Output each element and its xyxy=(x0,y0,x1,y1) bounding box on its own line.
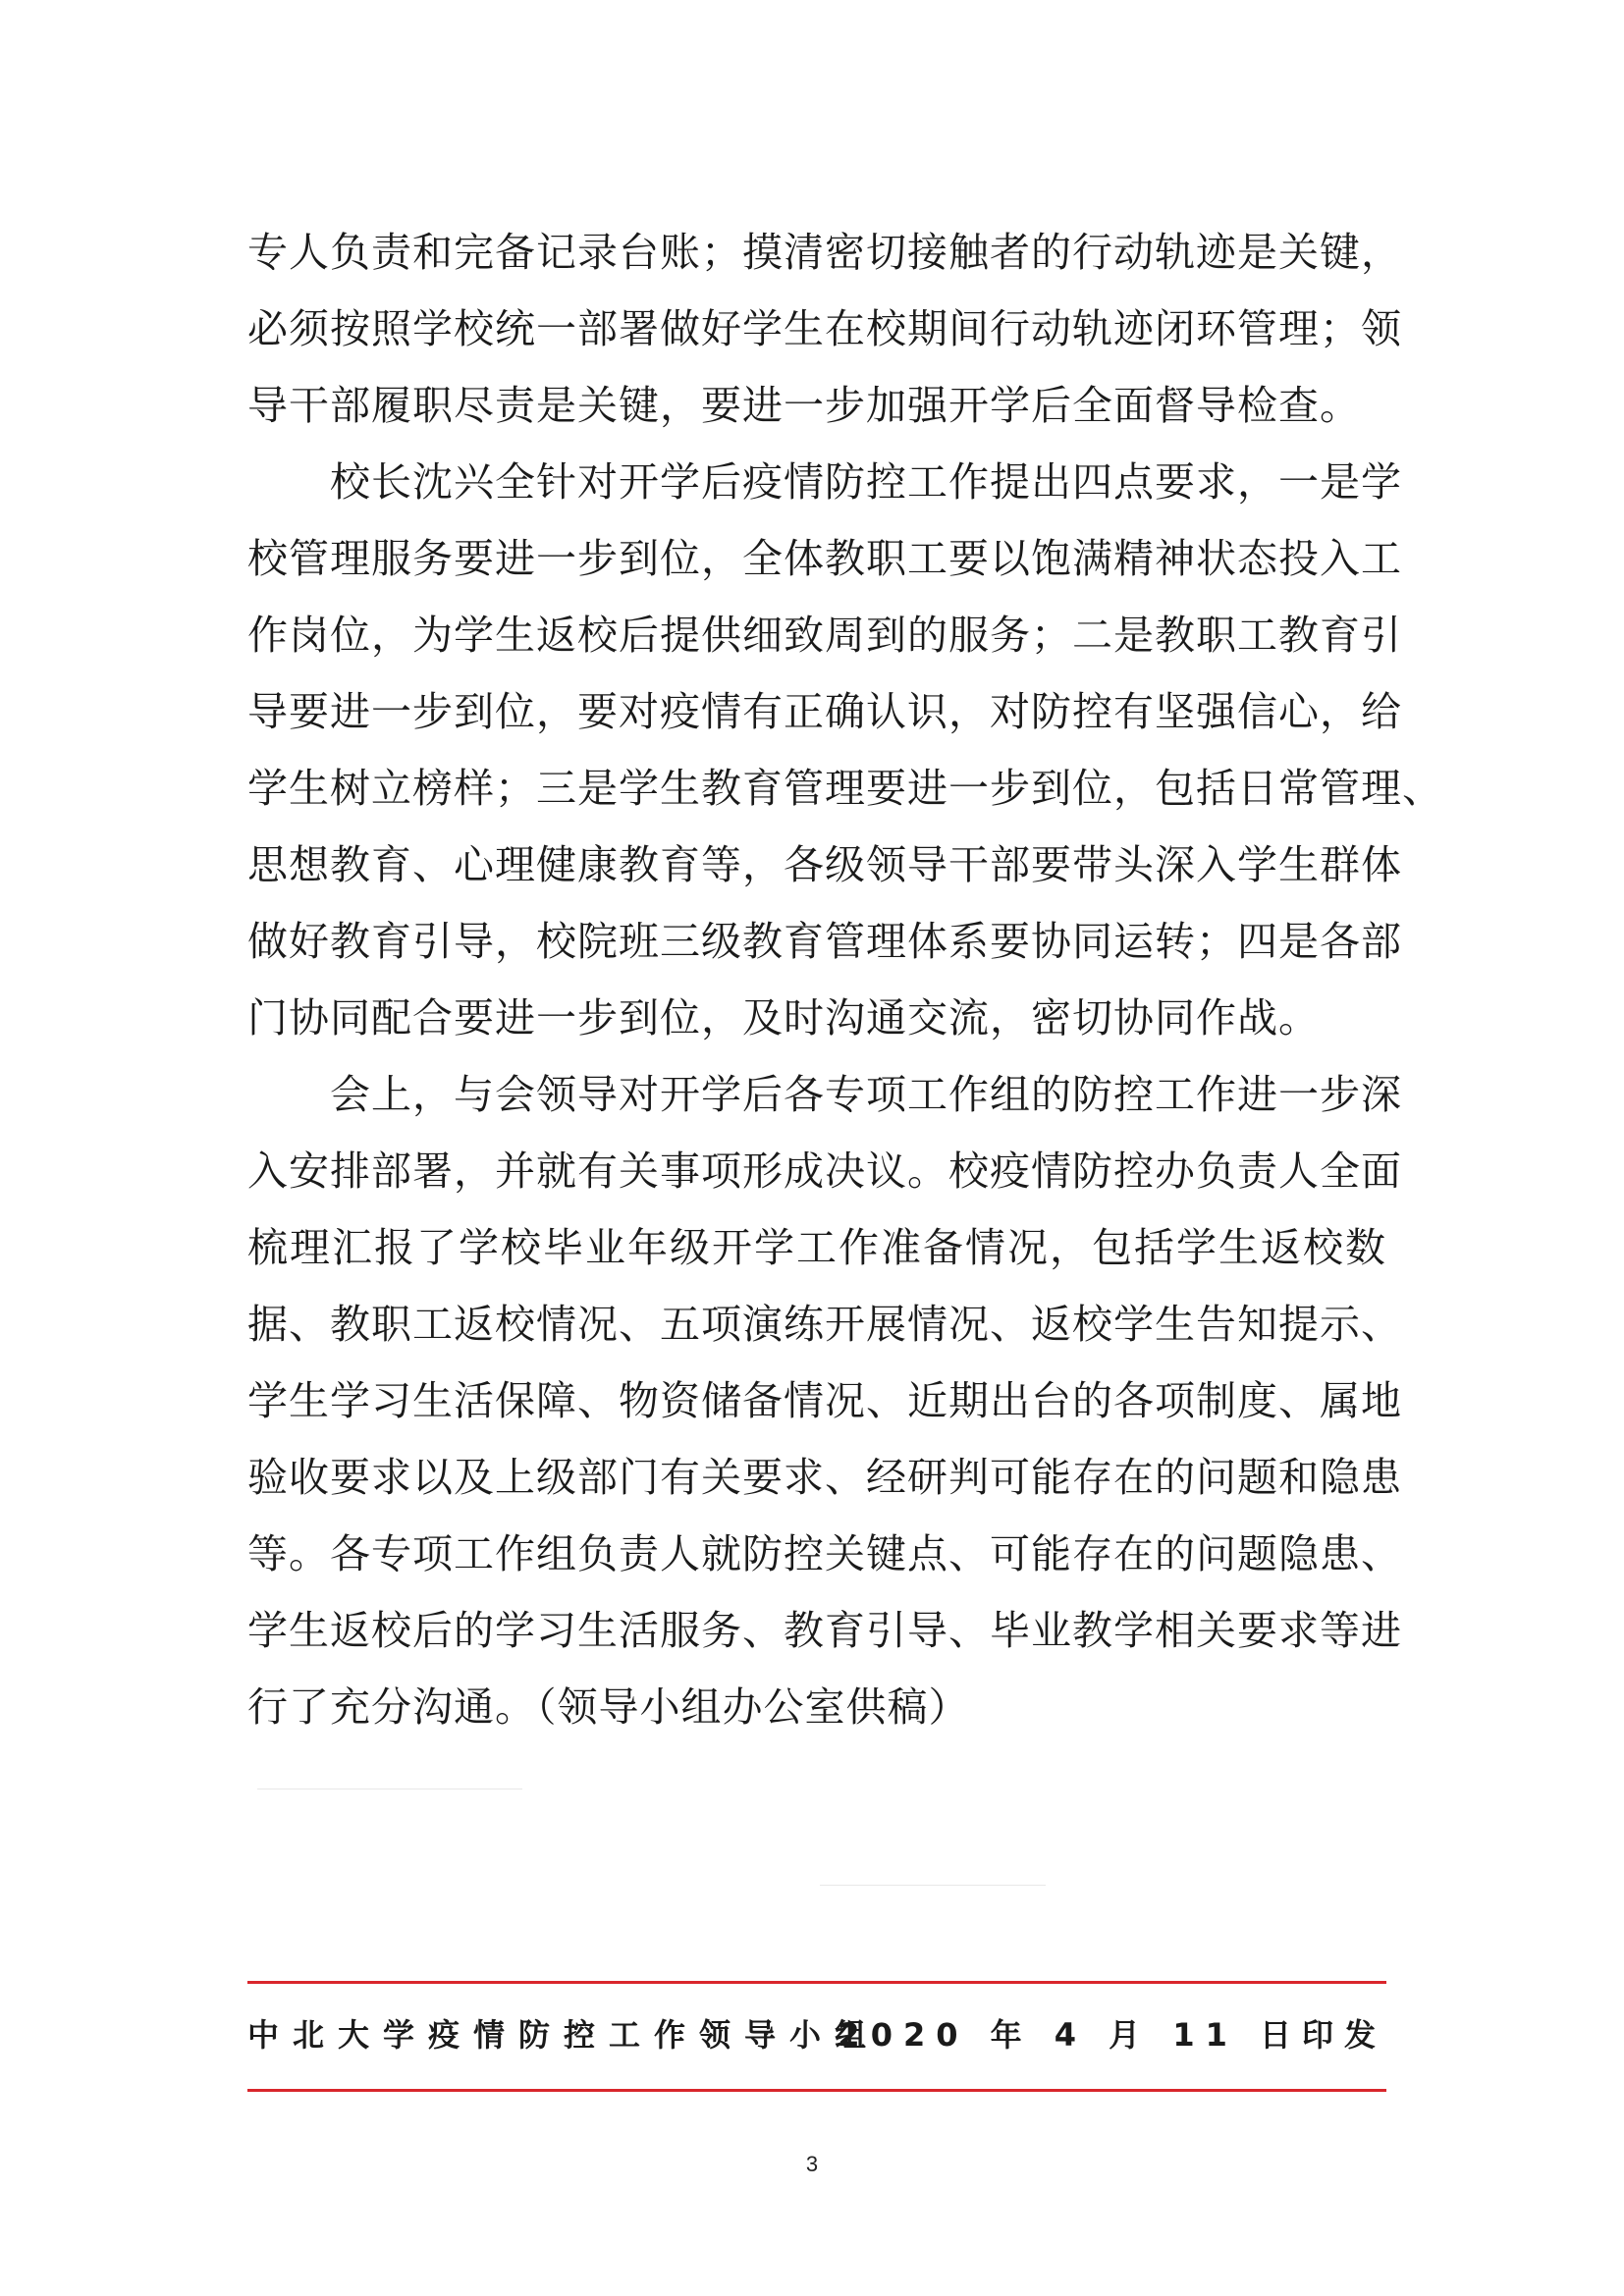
scan-artifact-line xyxy=(820,1885,1046,1886)
text-line: 会上，与会领导对开学后各专项工作组的防控工作进一步深 xyxy=(247,1071,1402,1118)
text-line: 行了充分沟通。（领导小组办公室供稿） xyxy=(247,1683,970,1731)
text-line: 门协同配合要进一步到位，及时沟通交流，密切协同作战。 xyxy=(247,994,1320,1041)
text-line: 必须按照学校统一部署做好学生在校期间行动轨迹闭环管理；领 xyxy=(247,305,1402,352)
text-line: 学生学习生活保障、物资储备情况、近期出台的各项制度、属地 xyxy=(247,1377,1402,1424)
issue-date: 2020 年 4 月 11 日印发 xyxy=(838,2016,1386,2054)
text-line: 据、教职工返校情况、五项演练开展情况、返校学生告知提示、 xyxy=(247,1301,1402,1348)
imprint-footer xyxy=(247,2002,1386,2067)
text-line: 导要进一步到位，要对疫情有正确认识，对防控有坚强信心，给 xyxy=(247,688,1402,735)
document-body xyxy=(247,214,1443,1745)
issuer-name: 中北大学疫情防控工作领导小组 xyxy=(247,2016,881,2054)
text-line: 思想教育、心理健康教育等，各级领导干部要带头深入学生群体 xyxy=(247,841,1402,888)
text-line: 校管理服务要进一步到位，全体教职工要以饱满精神状态投入工 xyxy=(247,535,1402,582)
text-line: 入安排部署，并就有关事项形成决议。校疫情防控办负责人全面 xyxy=(247,1148,1402,1195)
footer-bottom-rule xyxy=(247,2089,1386,2092)
text-line: 做好教育引导，校院班三级教育管理体系要协同运转；四是各部 xyxy=(247,918,1402,965)
text-line: 学生返校后的学习生活服务、教育引导、毕业教学相关要求等进 xyxy=(247,1607,1402,1654)
text-line: 作岗位，为学生返校后提供细致周到的服务；二是教职工教育引 xyxy=(247,612,1402,659)
text-line: 校长沈兴全针对开学后疫情防控工作提出四点要求，一是学 xyxy=(247,458,1402,506)
text-line: 导干部履职尽责是关键，要进一步加强开学后全面督导检查。 xyxy=(247,382,1361,429)
text-line: 梳理汇报了学校毕业年级开学工作准备情况，包括学生返校数 xyxy=(247,1224,1386,1271)
text-line: 验收要求以及上级部门有关要求、经研判可能存在的问题和隐患 xyxy=(247,1454,1402,1501)
text-line: 专人负责和完备记录台账；摸清密切接触者的行动轨迹是关键， xyxy=(247,229,1402,276)
page-number: 3 xyxy=(805,2152,819,2176)
text-line: 等。各专项工作组负责人就防控关键点、可能存在的问题隐患、 xyxy=(247,1530,1402,1577)
text-line: 学生树立榜样；三是学生教育管理要进一步到位，包括日常管理、 xyxy=(247,765,1443,812)
footer-top-rule xyxy=(247,1981,1386,1984)
